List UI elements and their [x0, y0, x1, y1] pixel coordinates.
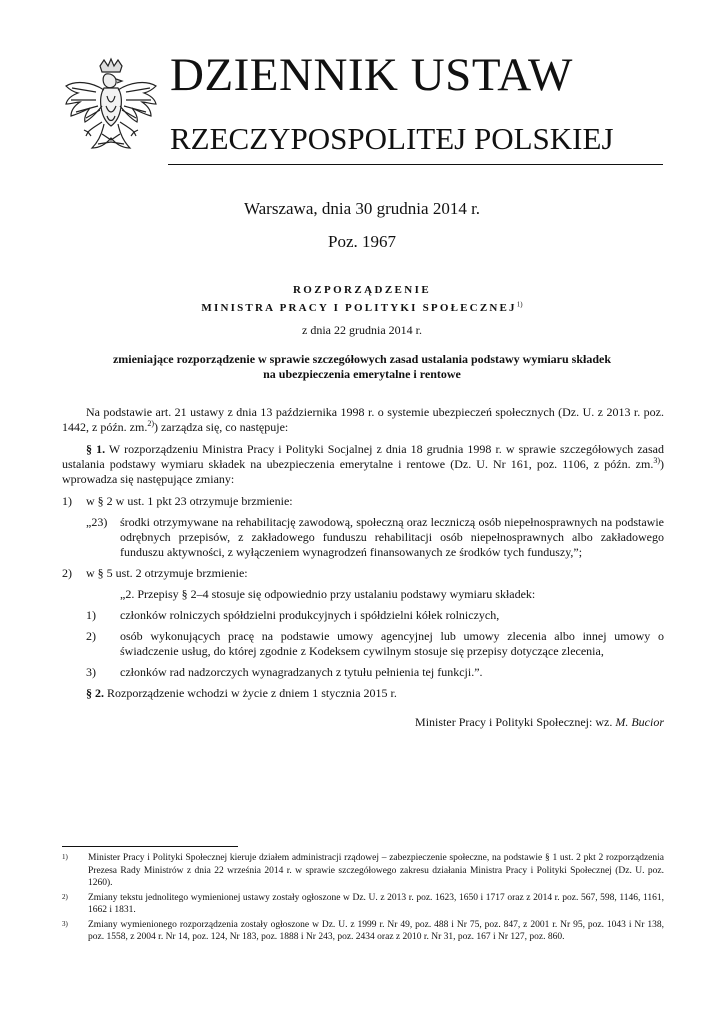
- place-date-text: Warszawa, dnia 30 grudnia 2014 r.: [243, 199, 481, 218]
- signature-prefix: Minister Pracy i Polityki Społecznej: wz.: [415, 715, 616, 729]
- quote-intro: [120, 587, 664, 602]
- issuer-name: MINISTRA PRACY I POLITYKI SPOŁECZNEJ: [201, 302, 517, 314]
- quote-intro-text: „2. Przepisy § 2–4 stosuje się odpowiednio przy ustalaniu podstawy wymiaru składek:: [120, 587, 536, 601]
- section-1-text-a: W rozporządzeniu Ministra Pracy i Polityki Socjalnej z dnia 18 grudnia 1998 r. w sprawie szczegółowych zasad ustalania podstawy wymiaru składek na ubezpieczenia emerytalne i rentowe (Dz. U. Nr 161, poz. 1106, z późn. zm.: [62, 442, 665, 471]
- section-2: [62, 686, 664, 701]
- section-1: [62, 442, 664, 487]
- issuer-footnote-ref[interactable]: 1): [516, 300, 523, 309]
- amendment-item-2-number: 2): [62, 566, 72, 580]
- polish-eagle-emblem-icon: [62, 56, 160, 162]
- quote-point-text: osób wykonujących pracę na podstawie umowy agencyjnej lub umowy zlecenia albo innej umowy o świadczenie usług, do której zgodnie z Kodeksem cywilnym stosuje się przepisy dotyczące zlecenia,: [120, 629, 664, 658]
- position-number: Poz. 1967: [328, 232, 396, 251]
- footnote: [62, 919, 664, 944]
- amendment-item-1-number: 1): [62, 494, 72, 508]
- section-2-label: § 2.: [86, 686, 104, 700]
- publication-place-date: [0, 199, 724, 219]
- footnote-text: Minister Pracy i Polityki Społecznej kieruje działem administracji rządowej – zabezpieczenie społeczne, na podstawie § 1 ust. 2 pkt 2 rozporządzenia Prezesa Rady Ministrów z dnia 22 września 2014 r. w sprawie szczegółowego zakresu działania Ministra Pracy i Polityki Społecznej (Dz. U. poz. 1260).: [88, 853, 664, 888]
- amendment-item-2-quote: [86, 587, 664, 680]
- amendment-item-1-text: w § 2 w ust. 1 pkt 23 otrzymuje brzmienie:: [86, 494, 293, 508]
- section-1-text-b: ) wprowadza się następujące zmiany:: [62, 457, 664, 486]
- footnote: [62, 852, 664, 890]
- masthead-divider: [168, 164, 663, 165]
- quote-point-number: 1): [86, 608, 96, 622]
- footnote-mark: 1): [62, 853, 68, 861]
- footnote-text: Zmiany tekstu jednolitego wymienionej ustawy zostały ogłoszone w Dz. U. z 2013 r. poz. 1623, 1650 i 1717 oraz z 2014 r. poz. 567, 598, 1146, 1161, 1662 i 1831.: [88, 892, 664, 915]
- quote-point-text: środki otrzymywane na rehabilitację zawodową, społeczną oraz leczniczą osób niepełnosprawnych na podstawie odrębnych przepisów, z zakładowego funduszu rehabilitacji osób niepełnosprawnych albo zakładowego funduszu aktywności, z wyłączeniem wynagrodzeń finansowanych ze środków tych funduszy,”;: [120, 515, 664, 559]
- section-1-footnote-ref[interactable]: 3): [653, 456, 660, 465]
- amendment-item-1-quote: [86, 515, 664, 560]
- preamble-text-b: ) zarządza się, co następuje:: [153, 420, 289, 434]
- act-body: [62, 405, 664, 730]
- act-type: ROZPORZĄDZENIE: [292, 284, 432, 296]
- amendment-item-2: [62, 566, 664, 581]
- section-1-label: § 1.: [86, 442, 106, 456]
- footnote-mark: 2): [62, 892, 68, 901]
- quote-point-text: członków rad nadzorczych wynagradzanych z tytułu pełnienia tej funkcji.”.: [120, 665, 483, 679]
- section-2-text: Rozporządzenie wchodzi w życie z dniem 1 stycznia 2015 r.: [104, 686, 397, 700]
- signature: [62, 715, 664, 730]
- footnotes: [62, 852, 664, 946]
- footnote-divider: [62, 846, 238, 847]
- act-issuer: [0, 302, 724, 314]
- footnote-mark: 3): [62, 919, 68, 928]
- quote-point: [86, 629, 664, 659]
- quote-point-number: 3): [86, 665, 96, 679]
- amendment-item-1: [62, 494, 664, 509]
- quote-point: [86, 608, 664, 623]
- quote-point-number: „23): [86, 515, 108, 529]
- quote-point-text: członków rolniczych spółdzielni produkcyjnych i spółdzielni kółek rolniczych,: [120, 608, 500, 622]
- preamble-footnote-ref[interactable]: 2): [147, 419, 154, 428]
- footnote: [62, 892, 664, 917]
- preamble-text-a: Na podstawie art. 21 ustawy z dnia 13 października 1998 r. o systemie ubezpieczeń społecznych (Dz. U. z 2013 r. poz. 1442, z późn. zm.: [62, 405, 664, 434]
- quote-point-number: 2): [86, 629, 96, 643]
- preamble: [62, 405, 664, 435]
- act-title: [60, 352, 664, 382]
- act-title-line-1: zmieniające rozporządzenie w sprawie szczegółowych zasad ustalania podstawy wymiaru składek: [112, 352, 612, 366]
- footnote-text: Zmiany wymienionego rozporządzenia zostały ogłoszone w Dz. U. z 1999 r. Nr 49, poz. 488 i Nr 75, poz. 847, z 2001 r. Nr 95, poz. 1043 i Nr 138, poz. 1558, z 2004 r. Nr 14, poz. 124, Nr 183, poz. 1888 i Nr 243, poz. 2434 oraz z 2010 r. Nr 31, poz. 167 i Nr 127, poz. 860.: [88, 919, 664, 942]
- act-date: z dnia 22 grudnia 2014 r.: [302, 323, 422, 337]
- amendment-item-2-text: w § 5 ust. 2 otrzymuje brzmienie:: [86, 566, 248, 580]
- act-title-line-2: na ubezpieczenia emerytalne i rentowe: [263, 367, 461, 381]
- journal-subtitle: RZECZYPOSPOLITEJ POLSKIEJ: [170, 121, 614, 156]
- journal-title: DZIENNIK USTAW: [170, 49, 573, 101]
- signatory-name: M. Bucior: [615, 715, 664, 729]
- quote-point: [86, 665, 664, 680]
